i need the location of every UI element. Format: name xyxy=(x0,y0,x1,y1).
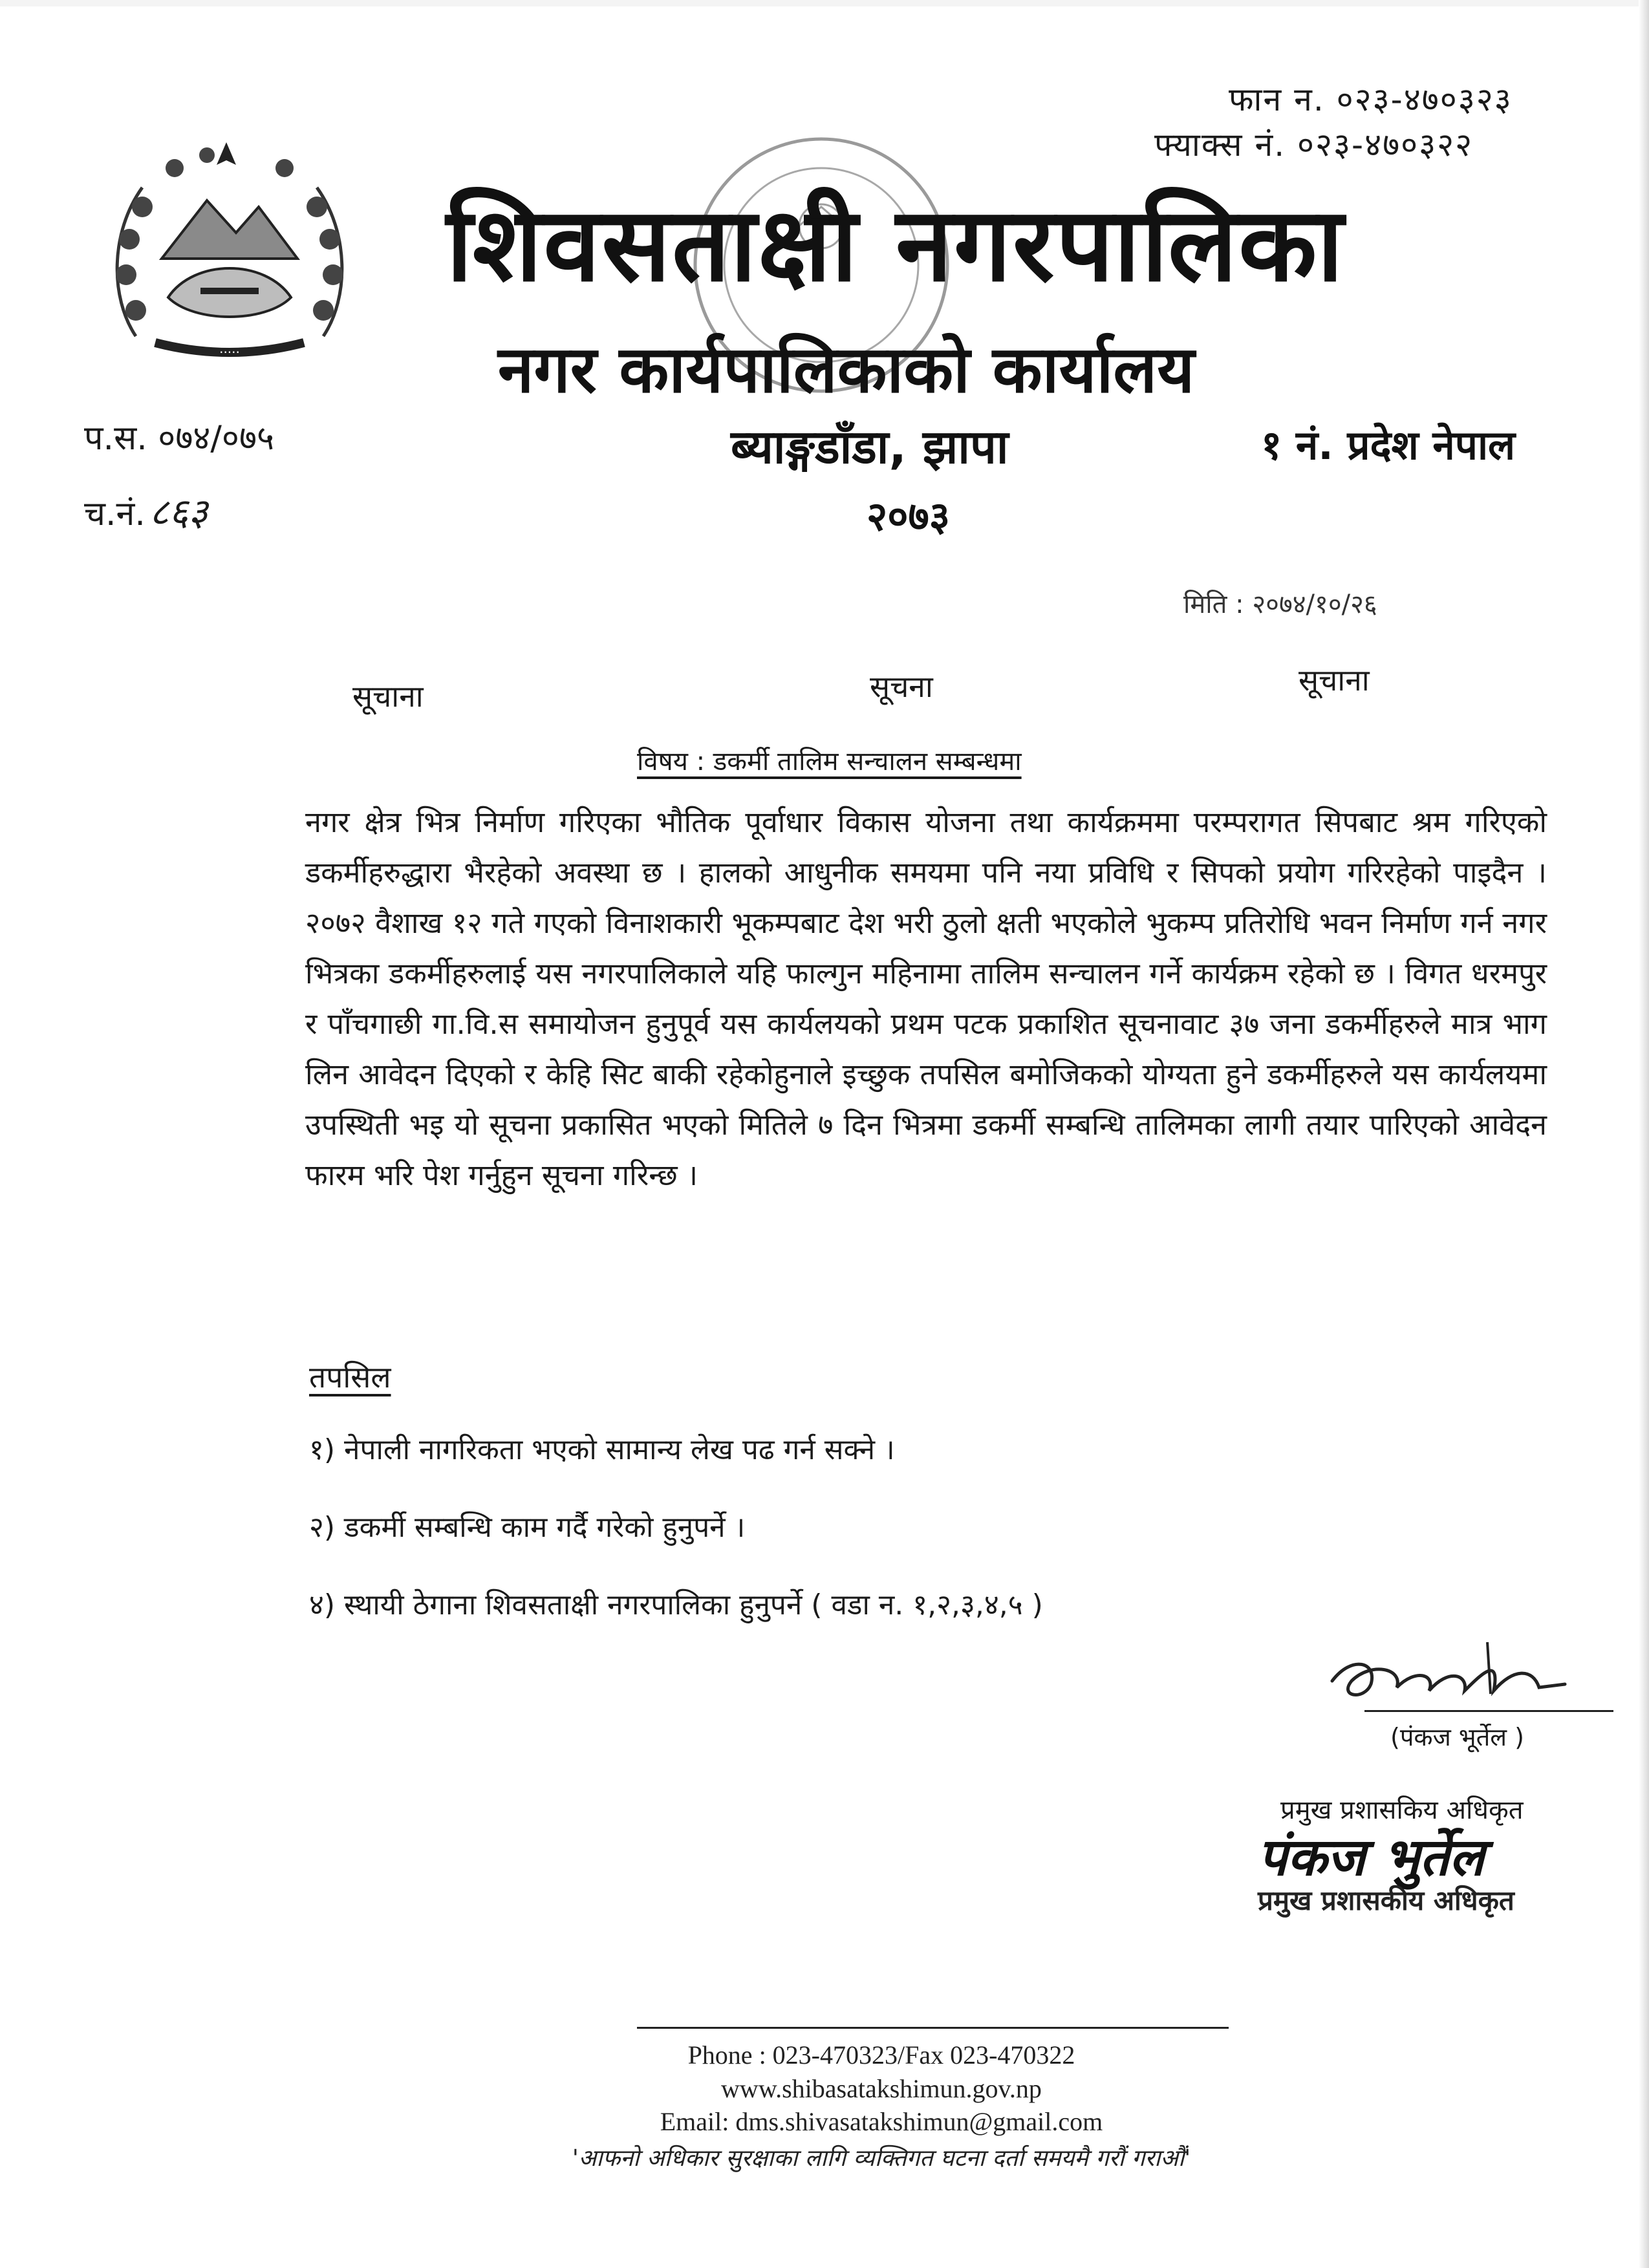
tapsil-item: ४) स्थायी ठेगाना शिवसताक्षी नगरपालिका हुनुपर्ने ( वडा न. १,२,३,४,५ ) xyxy=(309,1589,1043,1621)
name-stamp: पंकज भुर्तेल xyxy=(1258,1827,1485,1887)
scan-right-edge xyxy=(1639,0,1649,2268)
footer-divider xyxy=(637,2027,1229,2029)
signer-name: (पंकज भूर्तेल ) xyxy=(1390,1723,1524,1751)
letter-date: मिति : २०७४/१०/२६ xyxy=(1183,590,1377,619)
footer-website: www.shibasatakshimun.gov.np xyxy=(721,2074,1042,2103)
tapsil-item: २) डकर्मी सम्बन्धि काम गर्दै गरेको हुनुपर्ने । xyxy=(309,1511,746,1544)
nepal-emblem-icon xyxy=(97,129,362,375)
notice-heading-right: सूचाना xyxy=(1299,663,1370,698)
letter-body: नगर क्षेत्र भित्र निर्माण गरिएका भौतिक पूर्वाधार विकास योजना तथा कार्यक्रममा परम्परागत सिपबाट श्रम गरिएको डकर्मीहरुद्धारा भैरहेको अवस्था छ । हालको आधुनीक समयमा पनि नया प्रविधि र सिपको प्रयोग गरिरहेको पाइदैन । २०७२ वैशाख १२ गते गएको विनाशकारी भूकम्पबाट देश भरी ठुलो क्षती भएकोले भुकम्प प्रतिरोधि भवन निर्माण गर्न नगर भित्रका डकर्मीहरुलाई यस नगरपालिकाले यहि फाल्गुन महिनामा तालिम सन्चालन गर्ने कार्यक्रम रहेको छ । विगत धरमपुर र पाँचगाछी गा.वि.स समायोजन हुनुपूर्व यस कार्यलयको प्रथम पटक प्रकाशित सूचनावाट ३७ जना डकर्मीहरुले मात्र भाग लिन आवेदन दिएको र केहि सिट बाकी रहेकोहुनाले इच्छुक तपसिल बमोजिकको योग्यता हुने डकर्मीहरुले यस कार्यलयमा उपस्थिती भइ यो सूचना प्रकासित भएको मितिले ७ दिन भित्रमा डकर्मी सम्बन्धि तालिमका लागी तयार पारिएको आवेदन फारम भरि पेश गर्नुहुन सूचना गरिन्छ । xyxy=(305,805,1547,1192)
footer-phone-fax: Phone : 023-470323/Fax 023-470322 xyxy=(687,2040,1075,2070)
province-label: १ नं. प्रदेश नेपाल xyxy=(1261,422,1516,469)
handwritten-signature xyxy=(1326,1629,1571,1720)
header-fax: फ्याक्स नं. ०२३-४७०३२२ xyxy=(1154,126,1474,164)
tapsil-item: १) नेपाली नागरिकता भएको सामान्य लेख पढ गर्न सक्ने । xyxy=(309,1433,895,1466)
notice-heading-center: सूचना xyxy=(870,669,933,704)
signature-line xyxy=(1364,1710,1613,1712)
dispatch-ref xyxy=(84,485,208,536)
scan-top-edge xyxy=(0,0,1649,6)
signer-title: प्रमुख प्रशासकिय अधिकृत xyxy=(1280,1795,1524,1825)
dispatch-number: ८६३ xyxy=(149,490,208,534)
svg-text:·····: ····· xyxy=(219,345,240,360)
title-stamp: प्रमुख प्रशासकीय अधिकृत xyxy=(1258,1885,1514,1916)
footer-email: Email: dms.shivasatakshimun@gmail.com xyxy=(660,2107,1103,2136)
office-address: ब्याङ्गडाँडा, झापा xyxy=(731,420,1009,474)
header-phone: फान न. ०२३-४७०३२३ xyxy=(1229,81,1513,118)
footer-slogan: 'आफनो अधिकार सुरक्षाका लागि व्यक्तिगत घटना दर्ता समयमै गरौं गराऔं' xyxy=(572,2145,1191,2172)
established-year: २०७३ xyxy=(867,493,950,540)
letter-subject: विषय : डकर्मी तालिम सन्चालन सम्बन्धमा xyxy=(637,747,1022,776)
notice-heading-left: सूचाना xyxy=(352,679,424,714)
dispatch-label: च.नं. xyxy=(84,495,146,533)
municipality-title: शिवसताक्षी नगरपालिका xyxy=(446,186,1345,305)
office-title: नगर कार्यपालिकाको कार्यालय xyxy=(498,332,1195,407)
tapsil-heading: तपसिल xyxy=(309,1360,391,1395)
fiscal-year-ref: प.स. ०७४/०७५ xyxy=(84,419,275,458)
